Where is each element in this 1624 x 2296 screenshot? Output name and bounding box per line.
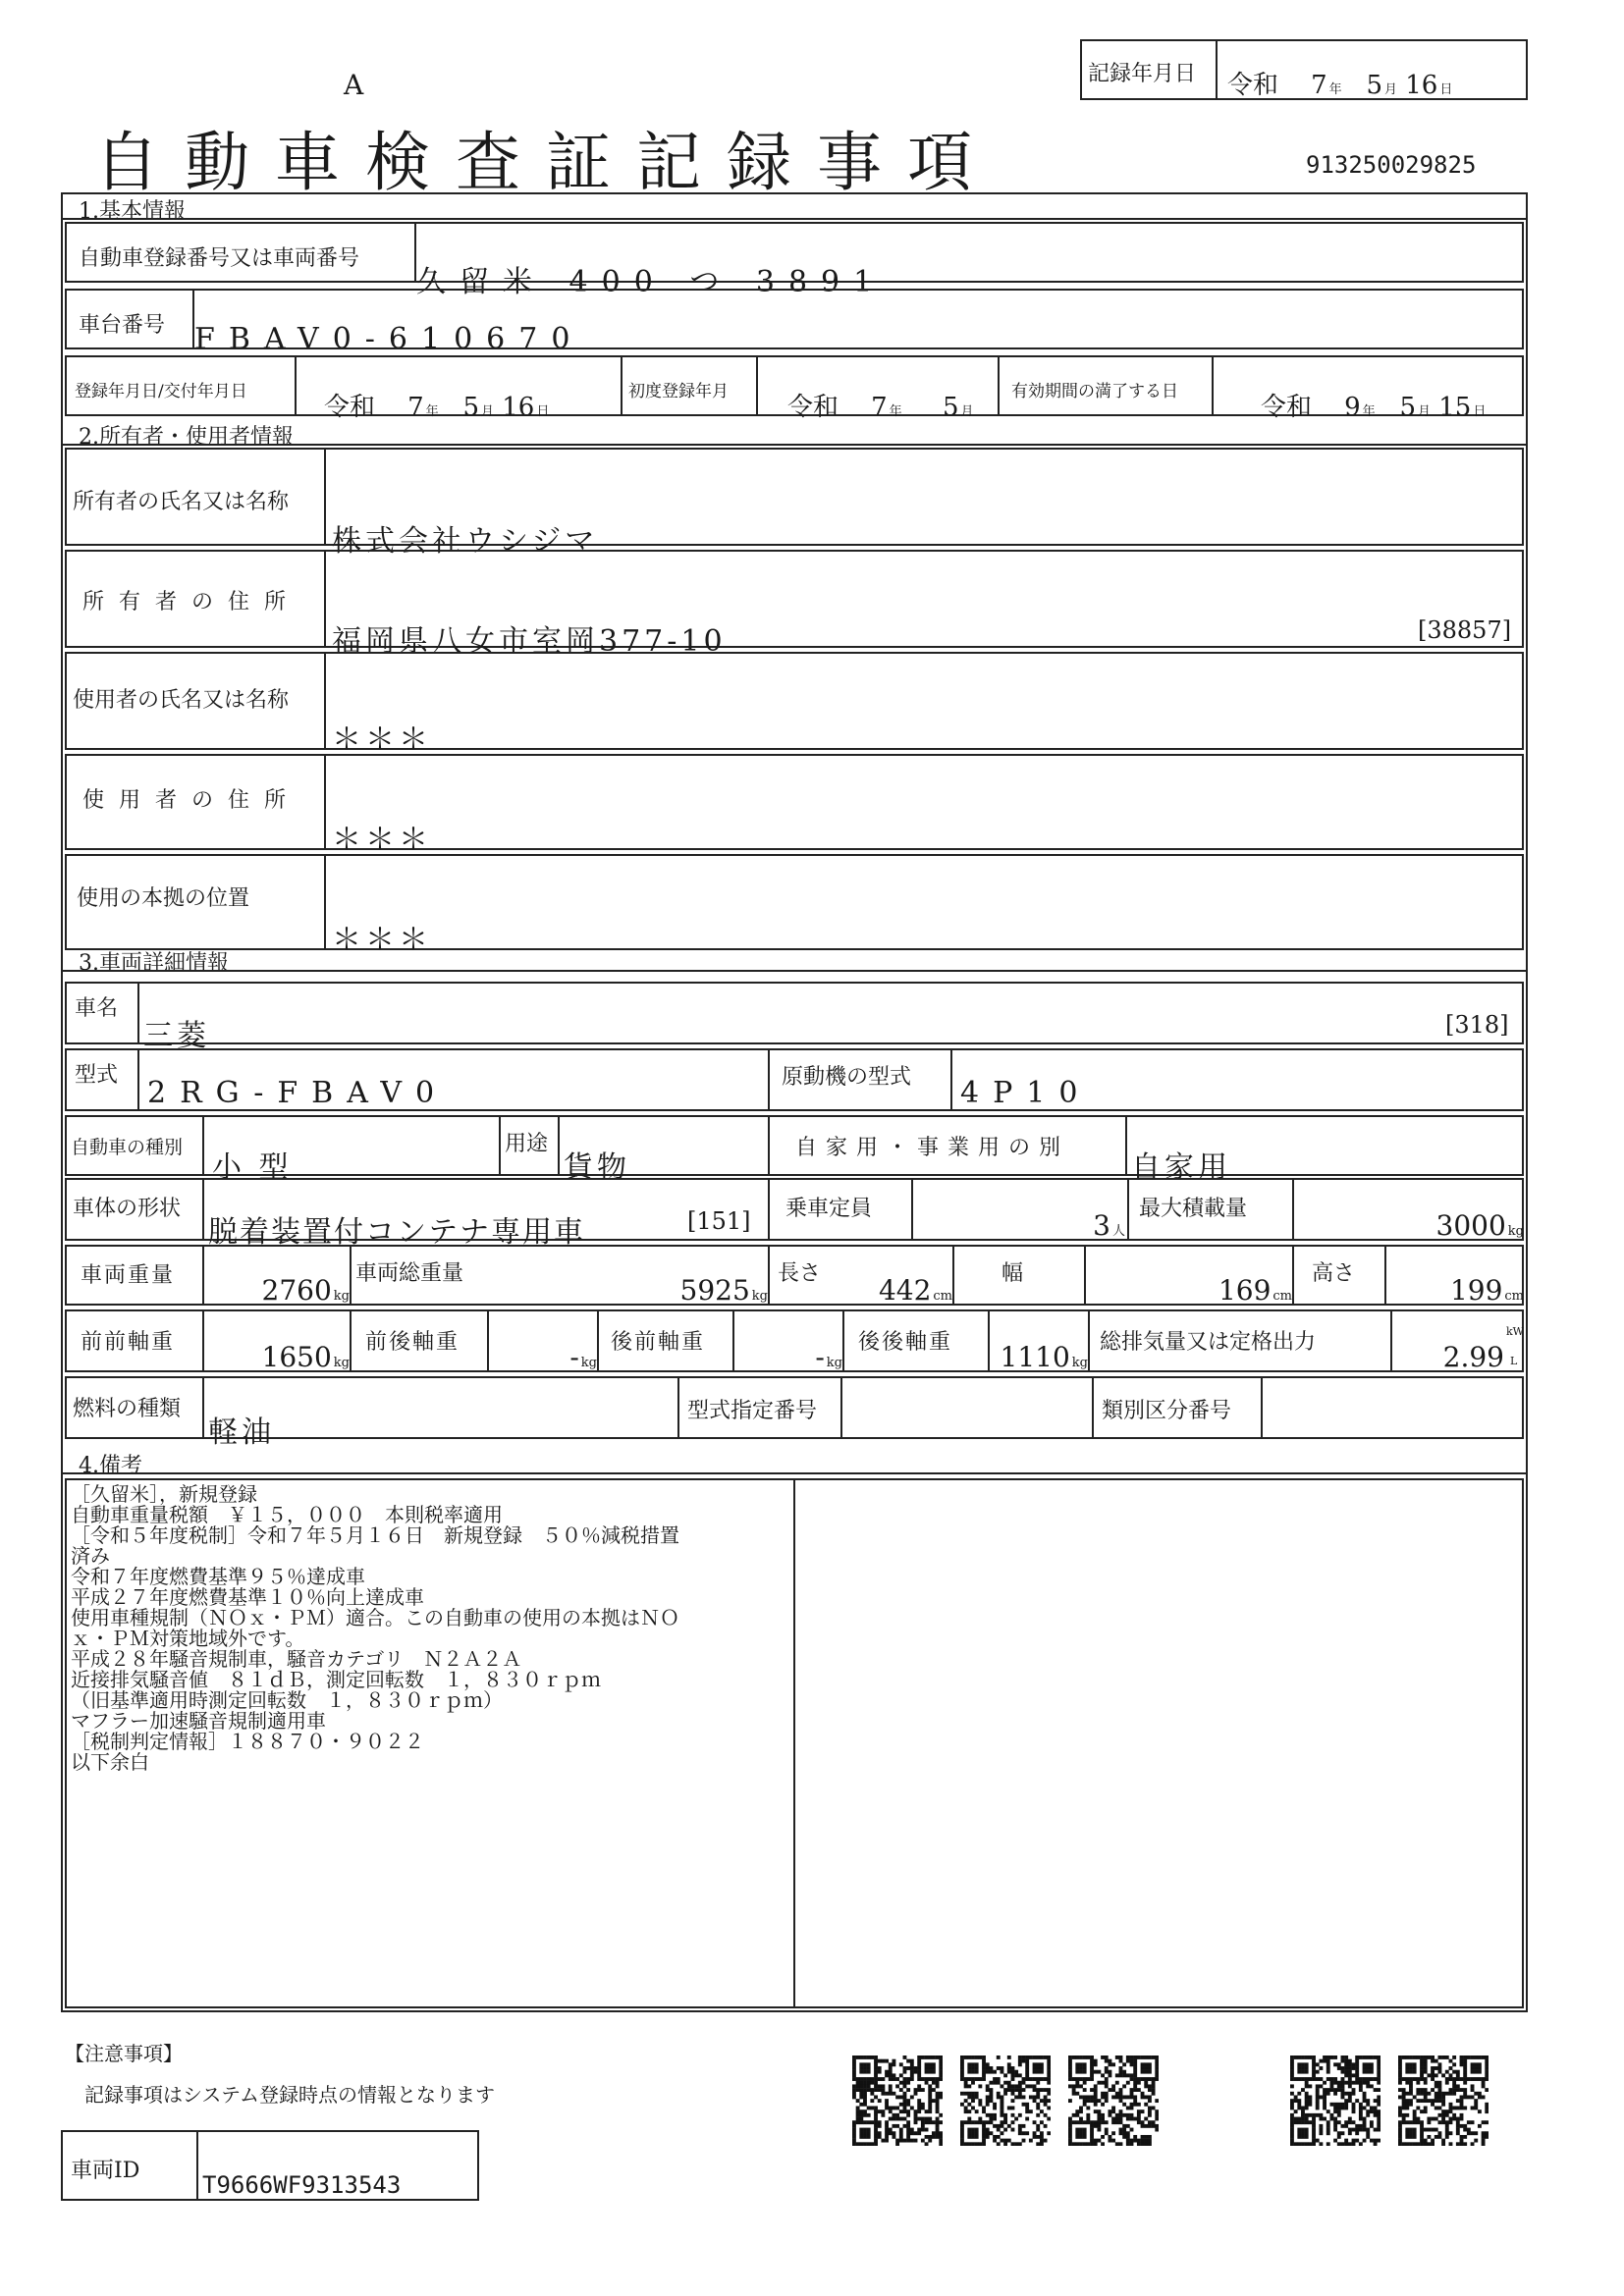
expiry-date: 令和 9 年 5 月 15 日 (1261, 393, 1487, 422)
registration-date: 令和 7 年 5 月 16 日 (324, 393, 550, 422)
width-label: 幅 (1001, 1261, 1024, 1286)
rear-front-axle: - kg (815, 1341, 842, 1373)
rear-rear-axle-label: 後後軸重 (858, 1330, 953, 1355)
vehicle-kind-label: 自動車の種別 (71, 1137, 184, 1158)
caution-text: 記録事項はシステム登録時点の情報となります (84, 2083, 495, 2107)
document-number: 913250029825 (1306, 151, 1477, 179)
qr-code (960, 2056, 1051, 2146)
record-date: 令和 7 年 5 月 16 日 (1227, 71, 1453, 100)
page-title: 自動車検査証記録事項 (94, 125, 998, 200)
owner-name-label: 所有者の氏名又は名称 (73, 490, 290, 514)
first-registration: 令和 7 年 5 月 (787, 393, 974, 422)
rear-rear-axle: 1110 kg (1000, 1341, 1088, 1373)
body-shape: 脱着装置付コンテナ専用車 (208, 1215, 585, 1250)
length: 442 cm (878, 1274, 952, 1307)
gross-weight: 5925 kg (679, 1274, 768, 1307)
private-business-label: 自 家 用 ・ 事 業 用 の 別 (795, 1136, 1061, 1160)
max-load: 3000 kg (1435, 1209, 1524, 1242)
private-business: 自家用 (1131, 1150, 1231, 1185)
use-label: 用途 (505, 1132, 549, 1156)
owner-address: 福岡県八女市室岡377-10 (332, 624, 727, 659)
displacement-unit-l: L (1510, 1355, 1518, 1367)
qr-code (852, 2056, 943, 2146)
type-designation-label: 型式指定番号 (687, 1399, 818, 1423)
section-vehicle-detail-title: 3.車両詳細情報 (79, 951, 229, 976)
capacity-label: 乗車定員 (785, 1197, 873, 1221)
displacement-unit-kw: kW (1506, 1325, 1524, 1338)
front-front-axle-label: 前前軸重 (81, 1330, 176, 1355)
record-date-label: 記録年月日 (1088, 62, 1197, 86)
height-label: 高さ (1312, 1261, 1356, 1286)
max-load-label: 最大積載量 (1139, 1197, 1248, 1221)
displacement-label: 総排気量又は定格出力 (1100, 1330, 1317, 1355)
rear-front-axle-label: 後前軸重 (611, 1330, 706, 1355)
first-registration-label: 初度登録年月 (628, 382, 729, 401)
user-name: ＊＊＊ (332, 722, 432, 757)
vehicle-weight: 2760 kg (261, 1274, 350, 1307)
user-address-label: 使 用 者 の 住 所 (82, 788, 290, 813)
height: 199 cm (1449, 1274, 1524, 1307)
length-label: 長さ (778, 1261, 822, 1286)
caution-title: 【注意事項】 (65, 2042, 183, 2065)
body-shape-label: 車体の形状 (73, 1197, 182, 1221)
gross-weight-label: 車両総重量 (355, 1261, 464, 1286)
engine-model-label: 原動機の型式 (782, 1065, 912, 1090)
displacement: 2.99 (1442, 1341, 1504, 1373)
registration-date-label: 登録年月日/交付年月日 (75, 382, 247, 401)
class-number-label: 類別区分番号 (1102, 1399, 1232, 1423)
base-location: ＊＊＊ (332, 923, 432, 957)
front-rear-axle-label: 前後軸重 (365, 1330, 460, 1355)
section-basic-info-title: 1.基本情報 (79, 199, 186, 224)
user-name-label: 使用者の氏名又は名称 (73, 688, 290, 713)
vehicle-weight-label: 車両重量 (81, 1263, 176, 1288)
user-address: ＊＊＊ (332, 823, 432, 857)
front-rear-axle: - kg (569, 1341, 597, 1373)
base-location-label: 使用の本拠の位置 (77, 886, 250, 911)
qr-code (1068, 2056, 1159, 2146)
vehicle-id-label: 車両ID (71, 2159, 140, 2183)
model: 2RG-FBAV0 (147, 1076, 449, 1110)
remarks-text: ［久留米］，新規登録 自動車重量税額 ￥１５，０００ 本則税率適用 ［令和５年度税制］令和７年５月１６日 新規登録 ５０％減税措置 済み 令和７年度燃費基準９５％達成車 平成２７年度燃費基準１０％向上達成車 使用車種規制（ＮＯｘ・ＰＭ）適合。この自動車の使用の本拠はＮＯ ｘ・ＰＭ対策地域外です。 平成２８年騒音規制車，騒音カテゴリ Ｎ２Ａ２Ａ 近接排気騒音値 ８１ｄＢ，測定回転数 １，８３０ｒｐｍ （旧基準適用時測定回転数 １，８３０ｒｐｍ） マフラー加速騒音規制適用車 ［税制判定情報］１８８７０・９０２２ 以下余白 (71, 1482, 679, 1774)
owner-address-code: [38857] (1418, 616, 1512, 644)
chassis-number: FBAV0-610670 (194, 322, 584, 356)
make-label: 車名 (75, 996, 119, 1021)
width: 169 cm (1218, 1274, 1292, 1307)
qr-code (1290, 2056, 1380, 2146)
qr-code (1398, 2056, 1489, 2146)
make-code: [318] (1445, 1011, 1509, 1039)
body-shape-code: [151] (687, 1207, 751, 1235)
vehicle-id: T9666WF9313543 (202, 2171, 402, 2199)
chassis-number-label: 車台番号 (79, 313, 166, 338)
vehicle-kind: 小 型 (212, 1150, 293, 1185)
use: 貨物 (564, 1150, 630, 1185)
fuel-label: 燃料の種類 (73, 1397, 182, 1421)
capacity: 3 人 (1093, 1209, 1125, 1242)
engine-model: 4P10 (960, 1076, 1092, 1110)
model-label: 型式 (75, 1063, 119, 1088)
fuel: 軽油 (208, 1415, 275, 1450)
make: 三菱 (143, 1019, 210, 1053)
section-remarks-title: 4.備考 (79, 1454, 142, 1478)
registration-number-label: 自動車登録番号又は車両番号 (79, 246, 360, 271)
front-front-axle: 1650 kg (261, 1341, 350, 1373)
owner-name: 株式会社ウシジマ (332, 524, 599, 559)
section-owner-user-title: 2.所有者・使用者情報 (79, 425, 294, 450)
form-mark: A (344, 69, 364, 101)
expiry-date-label: 有効期間の満了する日 (1011, 382, 1178, 401)
owner-address-label: 所 有 者 の 住 所 (82, 590, 290, 614)
registration-number: 久留米 400 つ 3891 (416, 265, 887, 299)
